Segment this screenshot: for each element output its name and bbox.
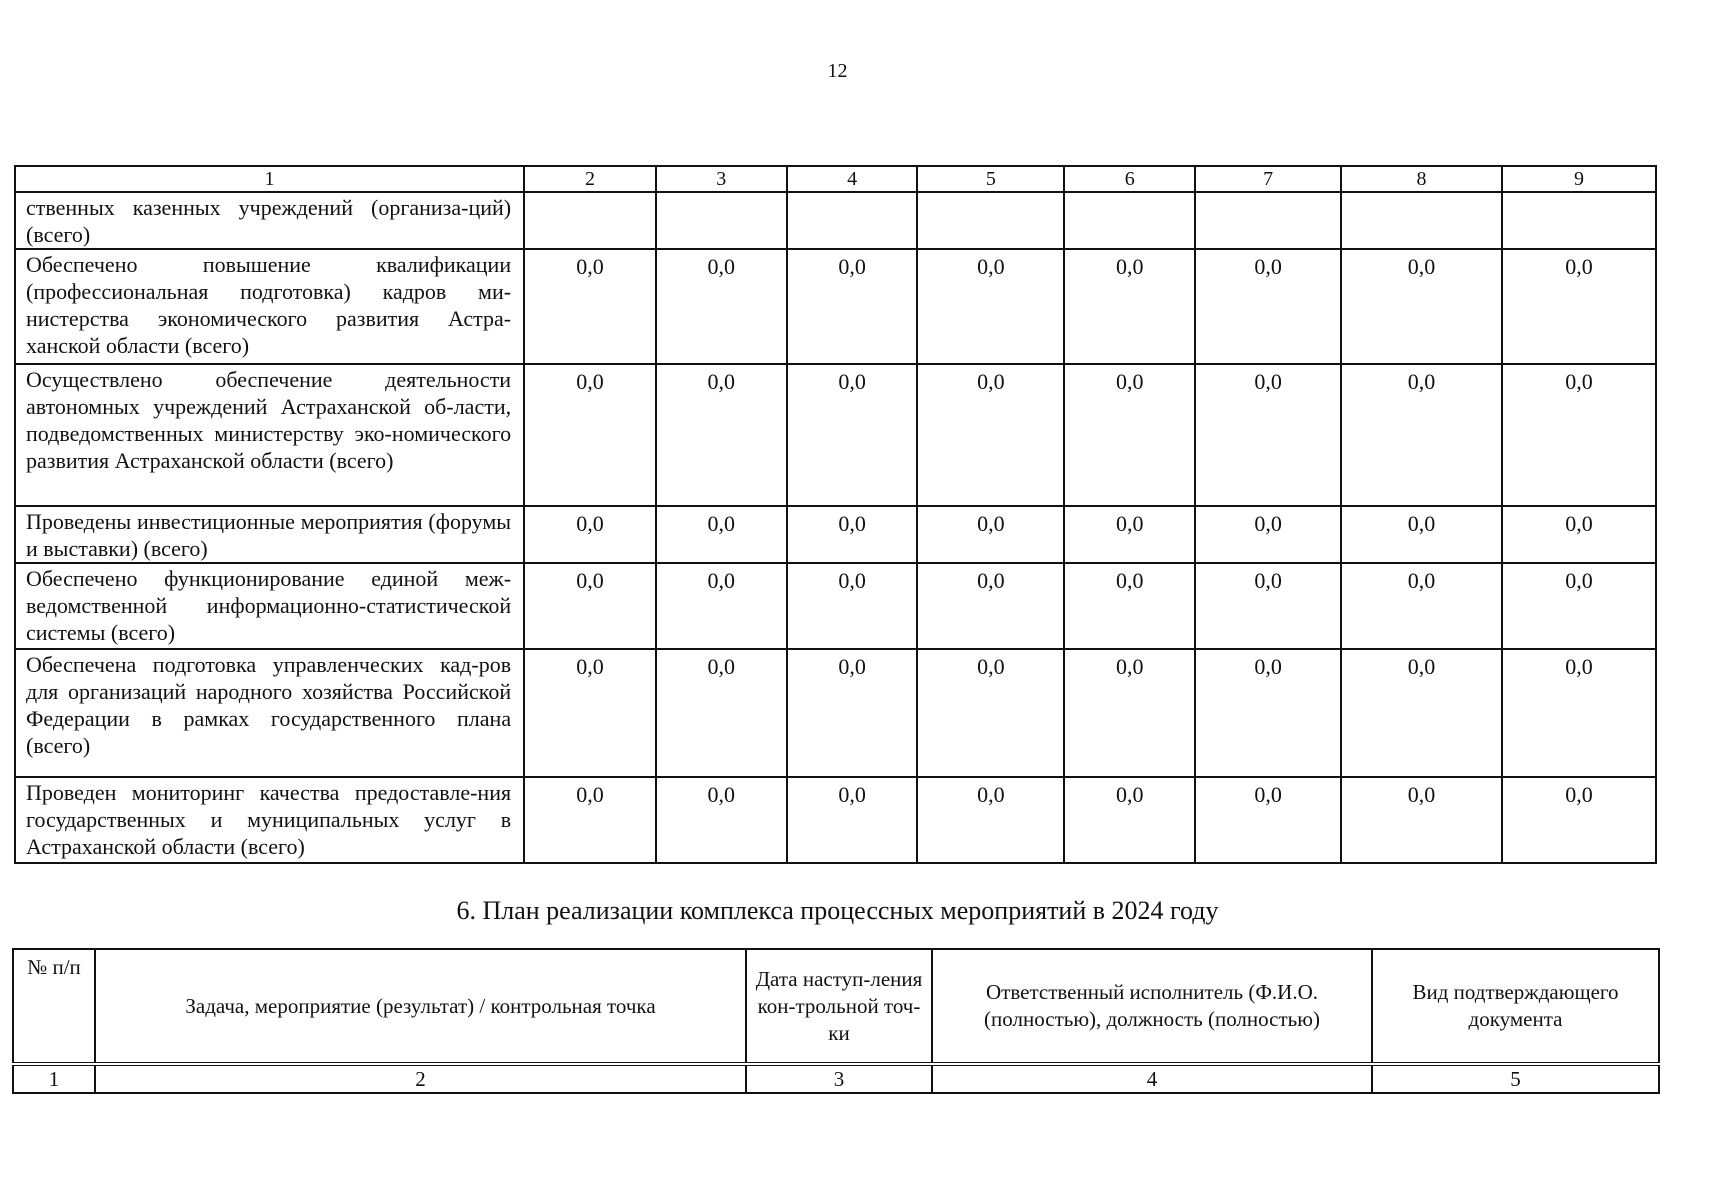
cell-value: 0,0 (787, 364, 918, 506)
cell-value: 0,0 (656, 777, 787, 863)
column-number: 1 (15, 166, 524, 192)
page-number: 12 (827, 60, 848, 82)
cell-value: 0,0 (917, 364, 1064, 506)
cell-value: 0,0 (656, 563, 787, 649)
cell-value: 0,0 (524, 364, 656, 506)
cell-value: 0,0 (917, 506, 1064, 563)
cell-value: 0,0 (1502, 249, 1656, 364)
cell-value: 0,0 (524, 649, 656, 777)
cell-value: 0,0 (1502, 649, 1656, 777)
column-number: 4 (787, 166, 918, 192)
table-row (15, 563, 1656, 649)
cell-value: 0,0 (787, 249, 918, 364)
cell-value: 0,0 (1341, 364, 1502, 506)
cell-value: 0,0 (1195, 777, 1341, 863)
cell-value: 0,0 (1502, 777, 1656, 863)
cell-value: 0,0 (1064, 777, 1195, 863)
cell-value: 0,0 (787, 649, 918, 777)
column-number-row (15, 166, 1656, 192)
cell-value (917, 192, 1064, 249)
funding-table (14, 165, 1657, 864)
cell-value: 0,0 (1195, 506, 1341, 563)
row-label: Осуществлено обеспечение деятельности автономных учреждений Астраханской об-ласти, подведомственных министерству эко-номического развития Астраханской области (всего) (15, 364, 524, 506)
column-header: Задача, мероприятие (результат) / контрольная точка (95, 949, 746, 1064)
cell-value: 0,0 (1341, 649, 1502, 777)
cell-value: 0,0 (1064, 506, 1195, 563)
column-header: Вид подтверждающего документа (1372, 949, 1659, 1064)
cell-value (524, 192, 656, 249)
cell-value: 0,0 (1502, 563, 1656, 649)
cell-value (1502, 192, 1656, 249)
cell-value: 0,0 (524, 249, 656, 364)
table-row (15, 249, 1656, 364)
column-index: 1 (13, 1064, 95, 1093)
column-number: 9 (1502, 166, 1656, 192)
cell-value: 0,0 (787, 777, 918, 863)
cell-value: 0,0 (917, 563, 1064, 649)
cell-value: 0,0 (524, 563, 656, 649)
section-title: 6. План реализации комплекса процессных мероприятий в 2024 году (456, 896, 1219, 925)
column-index-row (13, 1064, 1659, 1093)
cell-value: 0,0 (787, 563, 918, 649)
cell-value: 0,0 (1064, 649, 1195, 777)
cell-value: 0,0 (1064, 364, 1195, 506)
column-number: 6 (1064, 166, 1195, 192)
cell-value: 0,0 (1341, 563, 1502, 649)
column-number: 2 (524, 166, 656, 192)
cell-value: 0,0 (656, 506, 787, 563)
row-label: ственных казенных учреждений (организа-ций) (всего) (15, 192, 524, 249)
column-number: 8 (1341, 166, 1502, 192)
row-label: Обеспечена подготовка управленческих кад-ров для организаций народного хозяйства Российской Федерации в рамках государственного плана (всего) (15, 649, 524, 777)
cell-value: 0,0 (787, 506, 918, 563)
column-number: 3 (656, 166, 787, 192)
table-row (15, 777, 1656, 863)
cell-value: 0,0 (1195, 563, 1341, 649)
cell-value: 0,0 (917, 649, 1064, 777)
cell-value: 0,0 (1195, 649, 1341, 777)
cell-value: 0,0 (524, 777, 656, 863)
table-row (15, 364, 1656, 506)
cell-value: 0,0 (1502, 506, 1656, 563)
column-header: Ответственный исполнитель (Ф.И.О. (полностью), должность (полностью) (932, 949, 1372, 1064)
row-label: Проведены инвестиционные мероприятия (форумы и выставки) (всего) (15, 506, 524, 563)
cell-value: 0,0 (1064, 249, 1195, 364)
cell-value: 0,0 (1064, 563, 1195, 649)
cell-value (1064, 192, 1195, 249)
cell-value (1195, 192, 1341, 249)
cell-value: 0,0 (1341, 506, 1502, 563)
cell-value: 0,0 (1502, 364, 1656, 506)
table-row (15, 192, 1656, 249)
cell-value: 0,0 (656, 649, 787, 777)
column-number: 5 (917, 166, 1064, 192)
row-label: Обеспечено повышение квалификации (профессиональная подготовка) кадров ми-нистерства экономического развития Астра-ханской области (всего) (15, 249, 524, 364)
column-header: № п/п (13, 949, 95, 1064)
cell-value (656, 192, 787, 249)
implementation-plan-table (12, 948, 1660, 1094)
cell-value: 0,0 (1195, 249, 1341, 364)
cell-value: 0,0 (1341, 249, 1502, 364)
column-number: 7 (1195, 166, 1341, 192)
row-label: Обеспечено функционирование единой меж-ведомственной информационно-статистической системы (всего) (15, 563, 524, 649)
column-index: 4 (932, 1064, 1372, 1093)
column-index: 3 (746, 1064, 932, 1093)
cell-value: 0,0 (524, 506, 656, 563)
table-row (15, 506, 1656, 563)
column-index: 2 (95, 1064, 746, 1093)
plan-header-row (13, 949, 1659, 1064)
cell-value: 0,0 (917, 777, 1064, 863)
cell-value: 0,0 (1341, 777, 1502, 863)
cell-value: 0,0 (656, 364, 787, 506)
column-header: Дата наступ-ления кон-трольной точ-ки (746, 949, 932, 1064)
cell-value (1341, 192, 1502, 249)
cell-value: 0,0 (1195, 364, 1341, 506)
table-row (15, 649, 1656, 777)
row-label: Проведен мониторинг качества предоставле-ния государственных и муниципальных услуг в Астраханской области (всего) (15, 777, 524, 863)
cell-value: 0,0 (656, 249, 787, 364)
cell-value (787, 192, 918, 249)
cell-value: 0,0 (917, 249, 1064, 364)
column-index: 5 (1372, 1064, 1659, 1093)
